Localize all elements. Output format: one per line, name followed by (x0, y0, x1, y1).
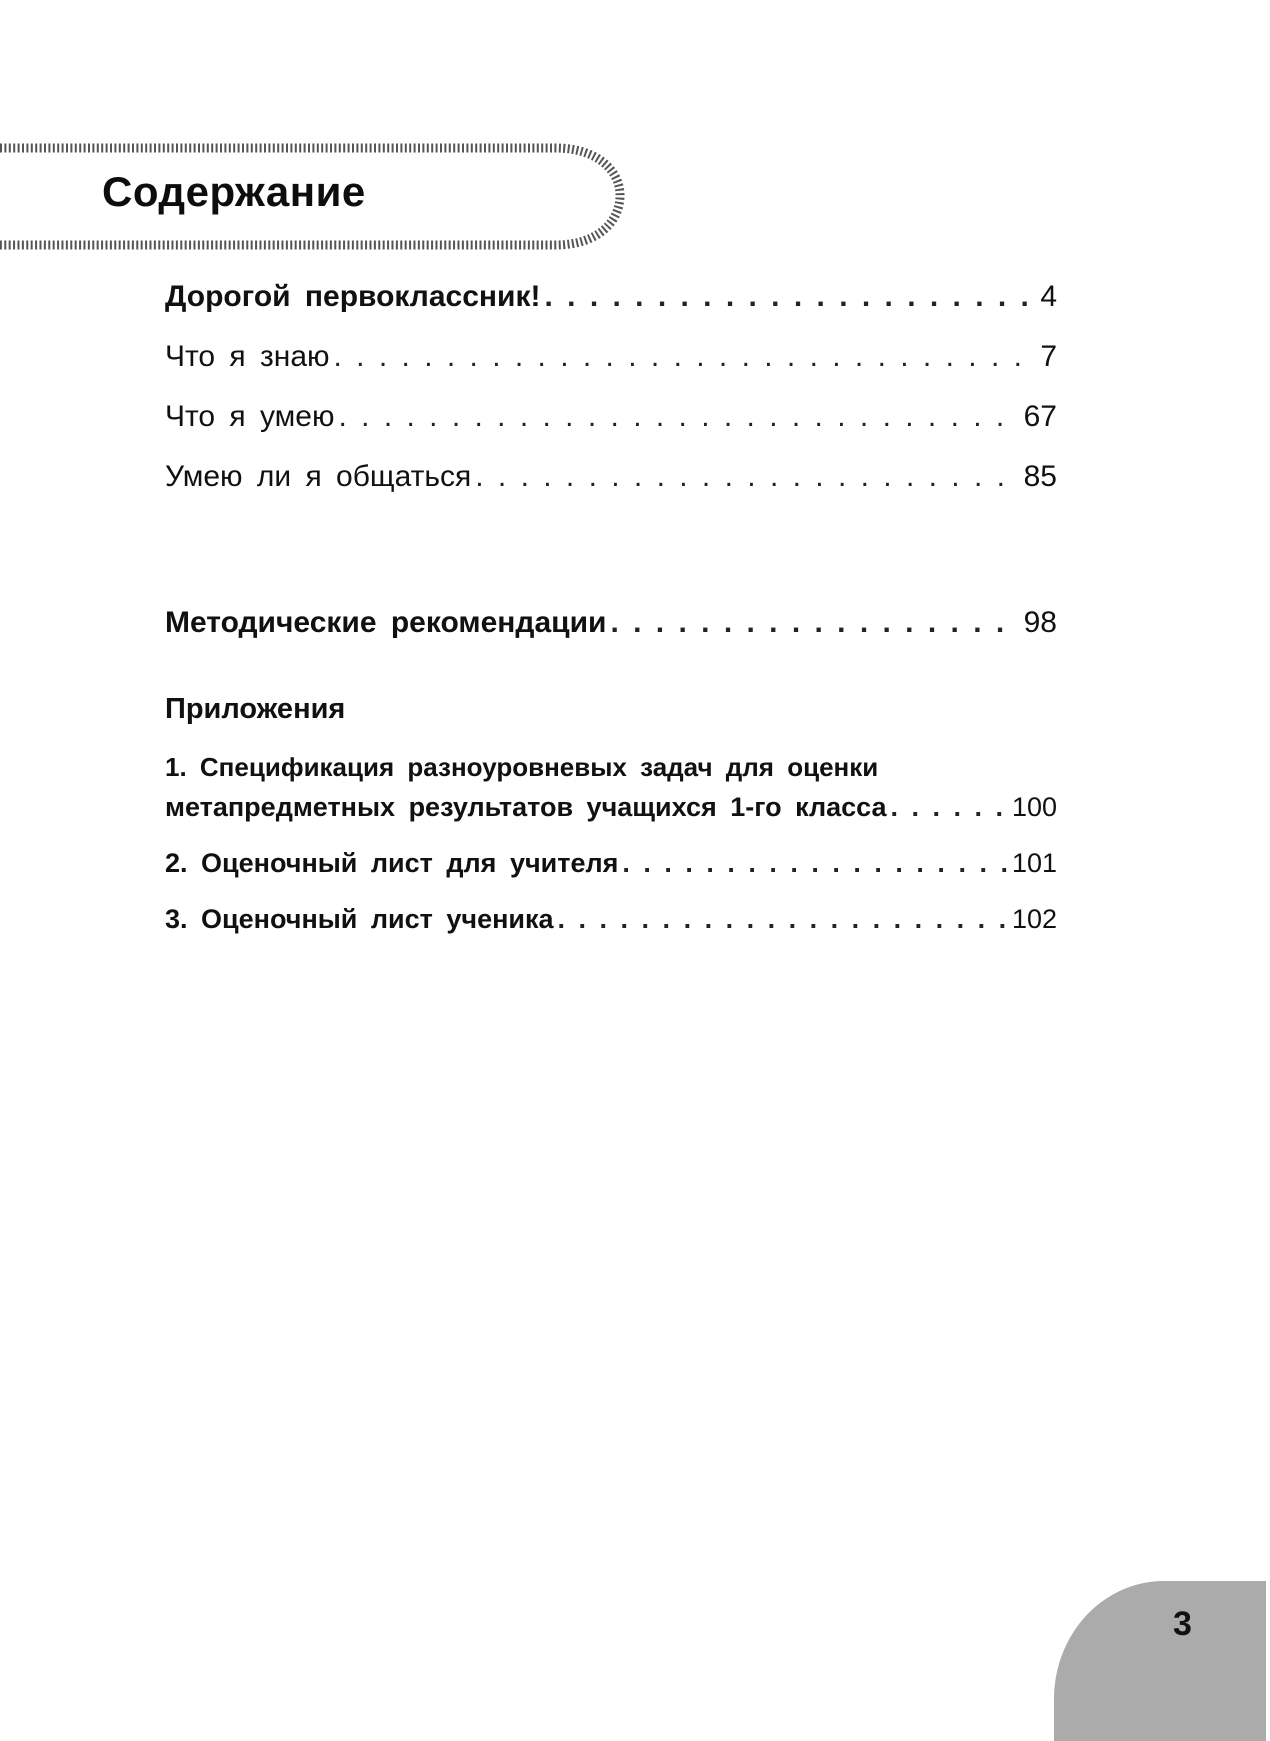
page-number: 3 (1173, 1605, 1192, 1643)
appendix-item-3[interactable] (165, 904, 1057, 935)
dot-leader (334, 340, 1037, 374)
toc-entry[interactable] (165, 400, 1057, 434)
toc-entry-page: 102 (1011, 904, 1057, 934)
toc-entry-page: 101 (1011, 848, 1057, 878)
appendix-item-2[interactable] (165, 848, 1057, 879)
appendix-item-1[interactable] (165, 792, 1057, 823)
dot-leader (338, 400, 1019, 434)
toc-entry-methodical[interactable] (165, 606, 1057, 640)
toc-entry-label: 3. Оценочный лист ученика (165, 904, 554, 934)
toc-entry-page: 100 (1011, 792, 1057, 822)
dot-leader (891, 792, 1008, 823)
appendix-heading: Приложения (165, 693, 346, 725)
dot-leader (475, 460, 1019, 494)
toc-entry-label: Что я знаю (165, 340, 330, 373)
dot-leader (610, 606, 1019, 640)
toc-entry-label: метапредметных результатов учащихся 1-го класса (165, 792, 887, 822)
toc-entry-page: 67 (1023, 400, 1057, 433)
toc-entry-page: 7 (1040, 340, 1057, 373)
toc-entry-page: 98 (1023, 606, 1057, 639)
toc-entry[interactable] (165, 280, 1057, 314)
toc-entry[interactable] (165, 460, 1057, 494)
toc-entry-label: 2. Оценочный лист для учителя (165, 848, 619, 878)
toc-entry-page: 85 (1023, 460, 1057, 493)
toc-entry-page: 4 (1040, 280, 1057, 313)
toc-entry-label: Умею ли я общаться (165, 460, 472, 493)
toc-entry-label: Дорогой первоклассник! (165, 280, 541, 313)
appendix-item-1-line1[interactable]: 1. Спецификация разноуровневых задач для оценки (165, 752, 879, 782)
page-title: Содержание (102, 168, 366, 215)
dot-leader (544, 280, 1036, 314)
toc-entry-label: Что я умею (165, 400, 335, 433)
dot-leader (622, 848, 1008, 879)
page-number-tab (1054, 1581, 1266, 1741)
toc-entry[interactable] (165, 340, 1057, 374)
toc-entry-label: Методические рекомендации (165, 606, 607, 639)
dot-leader (558, 904, 1008, 935)
title-banner (0, 138, 640, 258)
